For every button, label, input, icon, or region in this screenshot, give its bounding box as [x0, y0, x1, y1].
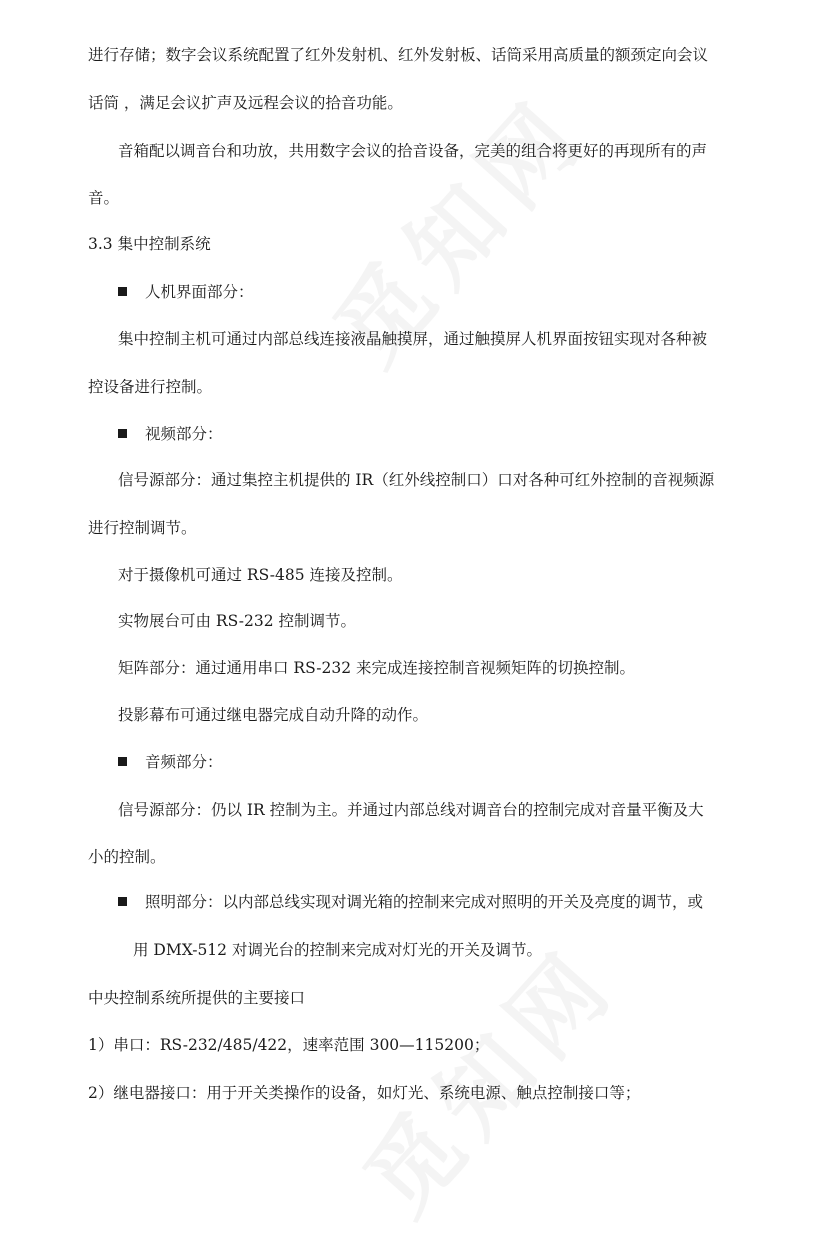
square-bullet-icon: [118, 897, 127, 906]
square-bullet-icon: [118, 429, 127, 438]
paragraph-line: 进行存储；数字会议系统配置了红外发射机、红外发射板、话筒采用高质量的额颈定向会议: [88, 46, 709, 64]
square-bullet-icon: [118, 287, 127, 296]
paragraph-line: 进行控制调节。: [88, 519, 197, 537]
paragraph-line: 投影幕布可通过继电器完成自动升降的动作。: [118, 706, 429, 724]
paragraph-line: 音。: [88, 189, 120, 207]
section-heading: 3.3 集中控制系统: [88, 235, 211, 253]
bullet-item: [118, 282, 254, 302]
paragraph-line: 用 DMX-512 对调光台的控制来完成对灯光的开关及调节。: [133, 941, 542, 959]
paragraph-line: 话筒 ，满足会议扩声及远程会议的拾音功能。: [88, 94, 403, 112]
list-item: 1）串口：RS-232/485/422，速率范围 300—115200；: [88, 1036, 490, 1054]
paragraph-line: 控设备进行控制。: [88, 378, 213, 396]
paragraph-line: 小的控制。: [88, 848, 166, 866]
bullet-text: 照明部分：以内部总线实现对调光箱的控制来完成对照明的开关及亮度的调节，或: [145, 893, 704, 911]
bullet-text: 音频部分：: [145, 753, 223, 771]
paragraph-line: 信号源部分：通过集控主机提供的 IR（红外线控制口）口对各种可红外控制的音视频源: [118, 471, 715, 489]
bullet-text: 人机界面部分：: [145, 283, 254, 301]
paragraph-line: 信号源部分：仍以 IR 控制为主。并通过内部总线对调音台的控制完成对音量平衡及大: [118, 801, 704, 819]
bullet-item: [118, 424, 223, 444]
paragraph-line: 对于摄像机可通过 RS-485 连接及控制。: [118, 566, 403, 584]
square-bullet-icon: [118, 757, 127, 766]
bullet-item: [118, 892, 703, 912]
watermark-bottom: [330, 914, 641, 1238]
bullet-text: 视频部分：: [145, 425, 223, 443]
paragraph-line: 矩阵部分：通过通用串口 RS-232 来完成连接控制音视频矩阵的切换控制。: [118, 659, 636, 677]
paragraph-line: 集中控制主机可通过内部总线连接液晶触摸屏，通过触摸屏人机界面按钮实现对各种被: [118, 330, 708, 348]
bullet-item: [118, 752, 223, 772]
paragraph-line: 中央控制系统所提供的主要接口: [88, 989, 306, 1007]
list-item: 2）继电器接口：用于开关类操作的设备，如灯光、系统电源、触点控制接口等；: [88, 1084, 641, 1102]
paragraph-line: 音箱配以调音台和功放，共用数字会议的拾音设备，完美的组合将更好的再现所有的声: [118, 142, 708, 160]
paragraph-line: 实物展台可由 RS-232 控制调节。: [118, 612, 357, 630]
